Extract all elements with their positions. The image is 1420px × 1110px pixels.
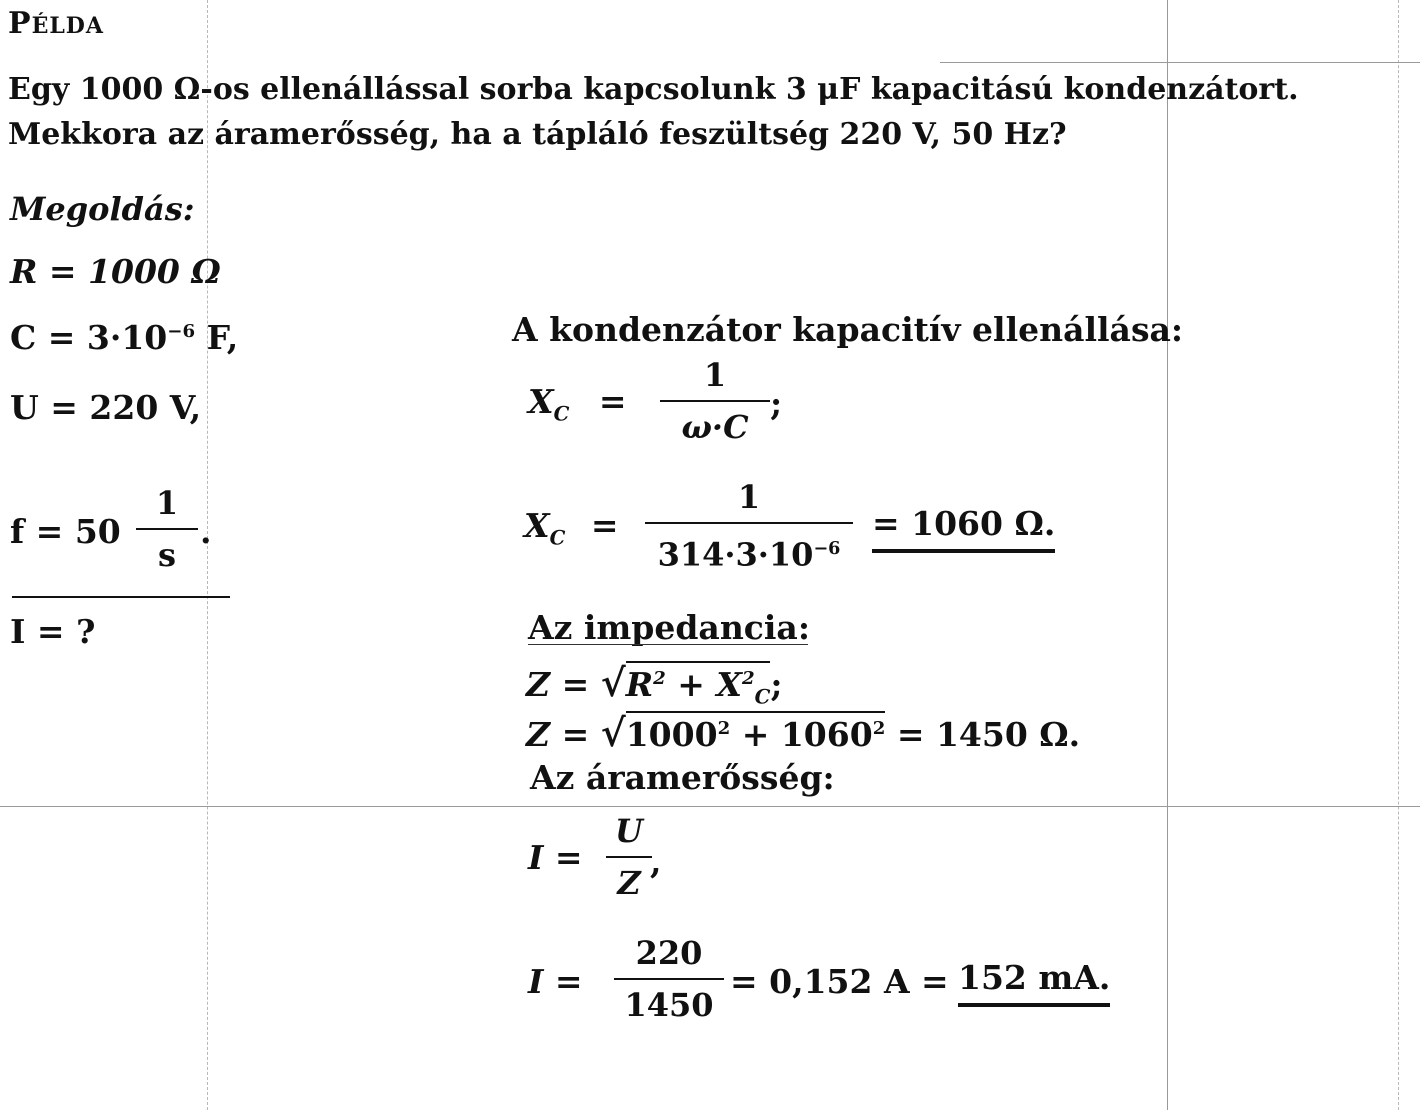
reactance-symbol (528, 382, 627, 426)
fraction-denominator: ω·C (681, 408, 749, 446)
equals-sign: = (590, 506, 619, 545)
current-formula-fraction (606, 812, 652, 902)
denominator-exponent: −6 (813, 538, 841, 559)
impedance-lhs: Z = (526, 715, 590, 754)
fraction-numerator: 220 (635, 934, 703, 972)
fraction-denominator (645, 530, 853, 574)
frequency-fraction (136, 484, 198, 574)
reactance-subscript: C (549, 525, 566, 550)
impedance-semicolon: ; (770, 665, 783, 704)
reactance-x: X (528, 382, 554, 421)
given-frequency (10, 512, 121, 551)
sqrt-radicand: $R^2 + X^2_C$ (626, 661, 771, 704)
impedance-title: Az impedancia: (528, 608, 810, 647)
fraction-bar (645, 522, 853, 524)
impedance-result: = 1450 Ω. (896, 715, 1081, 754)
sqrt-radicand: $1000^2 + 1060^2$ (626, 711, 886, 754)
given-capacitance-unit: F, (195, 318, 239, 357)
grid-line-vertical (1167, 0, 1168, 1110)
equals-sign: = (598, 382, 627, 421)
example-heading (8, 6, 104, 41)
impedance-numeric (526, 710, 1080, 755)
given-capacitance-text: C = 3·10 (10, 318, 168, 357)
fraction-numerator: U (615, 812, 643, 850)
sqrt-icon: √ (600, 710, 626, 755)
reactance-semicolon: ; (770, 384, 783, 423)
current-lhs-text: I = (528, 838, 583, 877)
reactance-formula-fraction (660, 356, 770, 446)
given-capacitance-exponent: −6 (167, 321, 196, 342)
current-lhs-text: I = (528, 962, 583, 1001)
grid-line-horizontal (940, 62, 1420, 63)
radicand-b: 1060 (780, 715, 873, 754)
given-voltage-text: U = 220 V, (10, 388, 202, 427)
sqrt-icon: √ (600, 660, 626, 705)
denominator-base: 314·3·10 (657, 535, 814, 574)
heading-rest: ÉLDA (31, 13, 104, 39)
fraction-numerator: 1 (155, 484, 179, 522)
fraction-bar (614, 978, 724, 980)
fraction-numerator: 1 (737, 478, 761, 516)
radicand-a: 1000 (625, 715, 718, 754)
reactance-result (872, 504, 1055, 543)
problem-line-2: Mekkora az áramerősség, ha a tápláló feszültség 220 V, 50 Hz? (8, 117, 1067, 152)
grid-line-vertical (207, 0, 208, 1110)
fraction-bar (660, 400, 770, 402)
fraction-denominator: Z (617, 864, 641, 902)
reactance-result-value: = 1060 Ω. (872, 504, 1055, 553)
current-result (958, 958, 1110, 997)
current-lhs-2 (528, 962, 583, 1001)
reactance-symbol-2 (524, 506, 619, 550)
current-result-value: 152 mA. (958, 958, 1110, 1007)
given-resistance (10, 252, 221, 291)
impedance-lhs: Z = (526, 665, 590, 704)
radicand-r: R (625, 665, 654, 704)
given-resistance-text: R = 1000 Ω (10, 252, 221, 291)
current-comma: , (650, 842, 662, 881)
fraction-denominator: 1450 (624, 986, 714, 1024)
grid-line-vertical (1398, 0, 1399, 1110)
unknown-current: I = ? (10, 612, 96, 651)
problem-line-1: Egy 1000 Ω-os ellenállással sorba kapcsolunk 3 μF kapacitású kondenzátort. (8, 72, 1299, 107)
given-capacitance (10, 318, 238, 357)
solution-label: Megoldás: (10, 190, 195, 228)
current-title: Az áramerősség: (530, 758, 835, 797)
fraction-bar (136, 528, 198, 530)
reactance-x: X (524, 506, 550, 545)
current-lhs (528, 838, 583, 877)
reactance-numeric-fraction (645, 478, 853, 574)
radicand-xc: X (716, 665, 743, 704)
reactance-subscript: C (553, 401, 570, 426)
given-separator-line (12, 596, 230, 598)
given-voltage (10, 388, 201, 427)
grid-line-horizontal (0, 806, 1420, 807)
current-numeric-fraction (614, 934, 724, 1024)
fraction-numerator: 1 (703, 356, 727, 394)
heading-initial: P (8, 6, 32, 41)
current-intermediate: = 0,152 A = (730, 962, 949, 1001)
impedance-title-rule (528, 644, 808, 645)
reactance-title: A kondenzátor kapacitív ellenállása: (512, 310, 1184, 349)
fraction-bar (606, 856, 652, 858)
impedance-formula (526, 660, 783, 709)
frequency-period: . (200, 512, 212, 551)
fraction-denominator: s (157, 536, 176, 574)
given-frequency-text: f = 50 (10, 512, 121, 551)
